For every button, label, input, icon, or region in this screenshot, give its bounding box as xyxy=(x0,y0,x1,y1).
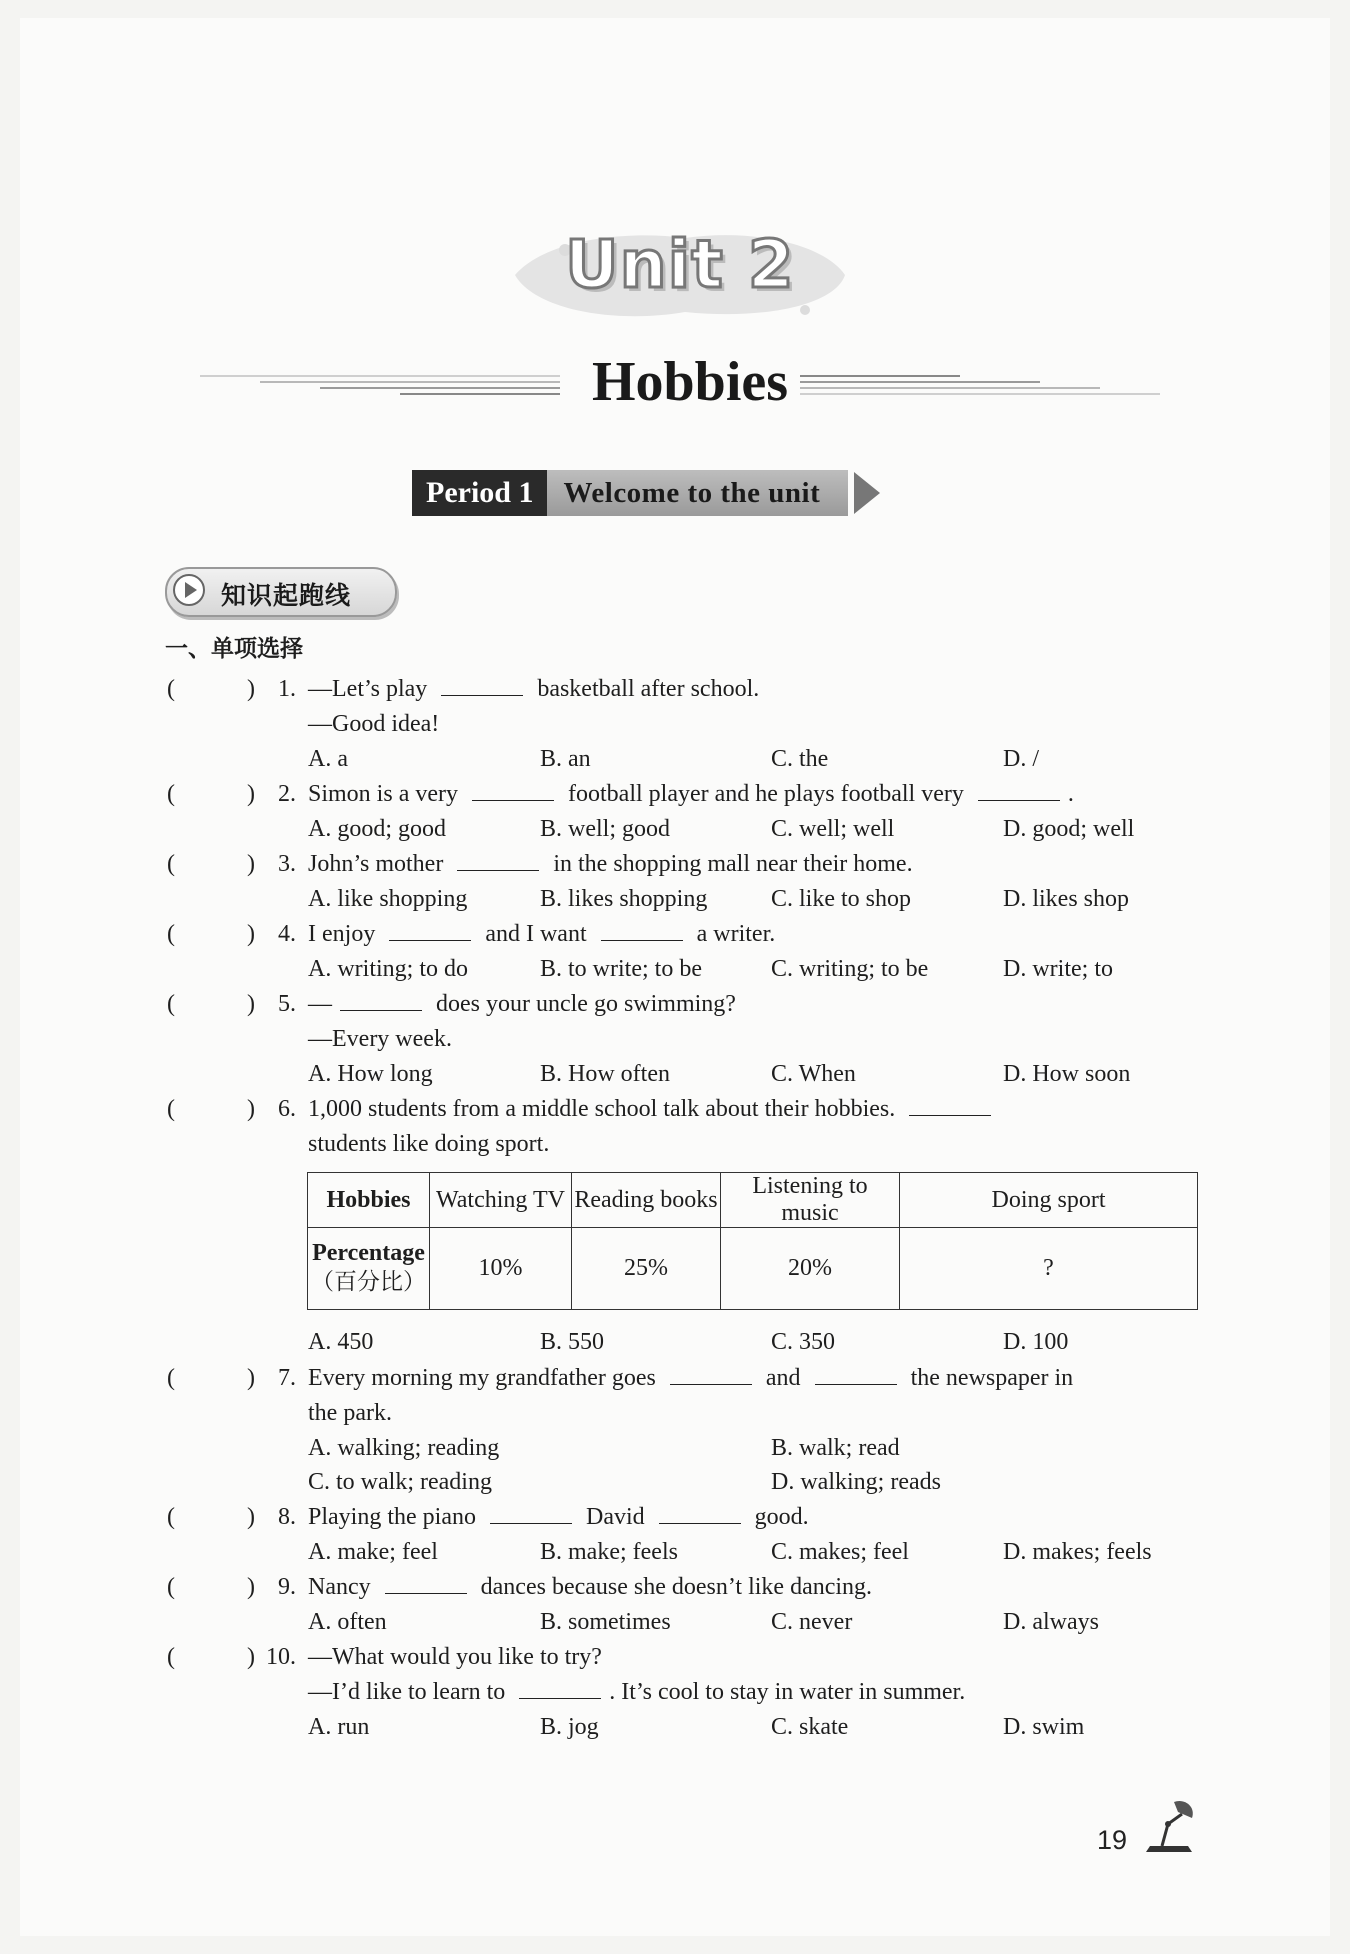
answer-blank[interactable] xyxy=(815,1362,897,1385)
question-number: 5. xyxy=(278,991,296,1017)
answer-option: D. makes; feels xyxy=(1003,1539,1152,1565)
bracket-close: ) xyxy=(247,991,255,1017)
question-text-segment: — xyxy=(308,991,332,1017)
question-text xyxy=(308,707,439,742)
bracket-close: ) xyxy=(247,921,255,947)
bracket-close: ) xyxy=(247,676,255,702)
title-decor-left xyxy=(200,372,560,398)
percentage-sublabel: （百分比） xyxy=(311,1269,426,1294)
table-header-cell: Listening to music xyxy=(721,1173,900,1228)
question-number: 7. xyxy=(278,1365,296,1391)
answer-option: C. like to shop xyxy=(771,886,912,912)
unit-logo-text: Unit 2 xyxy=(565,226,795,303)
question-text-segment: . xyxy=(1067,781,1074,807)
answer-option: D. good; well xyxy=(1003,816,1135,842)
answer-option: B. How often xyxy=(540,1061,670,1087)
question-text-segment: John’s mother xyxy=(308,851,450,877)
answer-option: A. run xyxy=(308,1714,370,1740)
answer-option: C. to walk; reading xyxy=(308,1469,492,1495)
bracket-open: ( xyxy=(167,676,175,702)
answer-option: C. the xyxy=(771,746,829,772)
question-text-segment: and xyxy=(759,1365,807,1391)
section-title: 一、单项选择 xyxy=(165,636,303,662)
question-row xyxy=(0,1570,1350,1605)
bracket-close: ) xyxy=(247,781,255,807)
bracket-open: ( xyxy=(167,921,175,947)
answer-bracket[interactable] xyxy=(167,1570,255,1605)
page-number: 19 xyxy=(1097,1825,1128,1855)
question-number: 10. xyxy=(266,1644,296,1670)
question-text-segment: does your uncle go swimming? xyxy=(430,991,736,1017)
arrow-right-icon xyxy=(854,472,880,514)
answer-blank[interactable] xyxy=(670,1362,752,1385)
title-decor-right xyxy=(800,372,1160,398)
answer-option: B. make; feels xyxy=(540,1539,678,1565)
unit-title: Hobbies xyxy=(591,351,789,413)
question-text-segment: Playing the piano xyxy=(308,1504,482,1530)
answer-option: B. an xyxy=(540,746,591,772)
answer-bracket[interactable] xyxy=(167,1092,255,1127)
answer-option: B. to write; to be xyxy=(540,956,702,982)
answer-blank[interactable] xyxy=(340,988,422,1011)
question-text-segment: I enjoy xyxy=(308,921,382,947)
answer-option: A. make; feel xyxy=(308,1539,438,1565)
play-icon xyxy=(173,574,205,606)
answer-option: D. / xyxy=(1003,746,1039,772)
answer-option: A. 450 xyxy=(308,1329,374,1355)
answer-option: D. swim xyxy=(1003,1714,1085,1740)
question-text xyxy=(308,672,759,707)
answer-option: B. sometimes xyxy=(540,1609,671,1635)
table-header-cell: Doing sport xyxy=(900,1173,1198,1228)
question-text xyxy=(308,1022,452,1057)
table-row-label xyxy=(308,1228,430,1310)
answer-blank[interactable] xyxy=(519,1676,601,1699)
question-text xyxy=(308,847,913,882)
answer-bracket[interactable] xyxy=(167,847,255,882)
question-text xyxy=(308,1092,999,1127)
question-text-segment: David xyxy=(579,1504,651,1530)
question-text-segment: —Good idea! xyxy=(308,711,440,737)
table-cell: ? xyxy=(900,1228,1198,1310)
bracket-close: ) xyxy=(247,1096,255,1122)
bracket-close: ) xyxy=(247,851,255,877)
hobbies-table xyxy=(307,1172,1198,1310)
question-text-segment: —Let’s play xyxy=(308,676,434,702)
answer-blank[interactable] xyxy=(909,1093,991,1116)
question-text xyxy=(308,1640,602,1675)
answer-option: D. walking; reads xyxy=(771,1469,941,1495)
question-number: 6. xyxy=(278,1096,296,1122)
question-text-segment: basketball after school. xyxy=(531,676,760,702)
answer-blank[interactable] xyxy=(978,778,1060,801)
question-number: 8. xyxy=(278,1504,296,1530)
answer-option: A. good; good xyxy=(308,816,446,842)
answer-option: B. likes shopping xyxy=(540,886,708,912)
answer-option: C. well; well xyxy=(771,816,895,842)
question-continuation-row xyxy=(0,1675,1350,1710)
answer-bracket[interactable] xyxy=(167,672,255,707)
question-text xyxy=(308,1570,872,1605)
answer-option: C. 350 xyxy=(771,1329,836,1355)
table-cell: 25% xyxy=(572,1228,721,1310)
question-text-segment: 1,000 students from a middle school talk about their hobbies. xyxy=(308,1096,902,1122)
answer-option: C. makes; feel xyxy=(771,1539,909,1565)
answer-bracket[interactable] xyxy=(167,777,255,812)
bracket-close: ) xyxy=(247,1365,255,1391)
answer-option: C. never xyxy=(771,1609,853,1635)
answer-option: A. walking; reading xyxy=(308,1435,500,1461)
question-text-segment: dances because she doesn’t like dancing. xyxy=(474,1574,873,1600)
bracket-open: ( xyxy=(167,1574,175,1600)
question-continuation-row xyxy=(0,1127,1350,1162)
answer-option: D. write; to xyxy=(1003,956,1113,982)
question-continuation-row xyxy=(0,1022,1350,1057)
bracket-open: ( xyxy=(167,1365,175,1391)
question-text-segment: —I’d like to learn to xyxy=(308,1679,512,1705)
question-text-segment: the park. xyxy=(308,1400,392,1426)
question-text-segment: a writer. xyxy=(690,921,776,947)
answer-blank[interactable] xyxy=(601,918,683,941)
question-row xyxy=(0,987,1350,1022)
table-header-cell: Reading books xyxy=(572,1173,721,1228)
answer-option: B. well; good xyxy=(540,816,670,842)
answer-option: A. like shopping xyxy=(308,886,468,912)
answer-option: D. 100 xyxy=(1003,1329,1069,1355)
bracket-open: ( xyxy=(167,991,175,1017)
table-header-cell: Watching TV xyxy=(430,1173,572,1228)
question-row xyxy=(0,777,1350,812)
question-number: 4. xyxy=(278,921,296,947)
bracket-open: ( xyxy=(167,781,175,807)
section-pill-label: 知识起跑线 xyxy=(221,581,352,610)
answer-bracket[interactable] xyxy=(167,1640,255,1675)
question-text xyxy=(308,1675,965,1710)
question-text xyxy=(308,1127,549,1162)
question-text-segment: good. xyxy=(748,1504,809,1530)
question-text xyxy=(308,987,736,1022)
question-text xyxy=(308,1500,809,1535)
question-text-segment: students like doing sport. xyxy=(308,1131,550,1157)
unit-logo xyxy=(505,220,855,330)
table-header-hobbies: Hobbies xyxy=(308,1173,430,1228)
answer-bracket[interactable] xyxy=(167,987,255,1022)
answer-blank[interactable] xyxy=(441,673,523,696)
question-row xyxy=(0,1500,1350,1535)
answer-option: A. often xyxy=(308,1609,387,1635)
table-cell: 10% xyxy=(430,1228,572,1310)
bracket-open: ( xyxy=(167,851,175,877)
answer-blank[interactable] xyxy=(457,848,539,871)
question-row xyxy=(0,1361,1350,1396)
question-row xyxy=(0,917,1350,952)
percentage-label: Percentage xyxy=(312,1240,425,1266)
question-text-segment: Nancy xyxy=(308,1574,377,1600)
answer-option: A. writing; to do xyxy=(308,956,468,982)
question-number: 9. xyxy=(278,1574,296,1600)
question-text-segment: —Every week. xyxy=(308,1026,452,1052)
answer-option: C. skate xyxy=(771,1714,849,1740)
bracket-close: ) xyxy=(247,1504,255,1530)
question-text-segment: Simon is a very xyxy=(308,781,464,807)
question-text-segment: . It’s cool to stay in water in summer. xyxy=(609,1679,966,1705)
answer-blank[interactable] xyxy=(490,1501,572,1524)
answer-blank[interactable] xyxy=(472,778,554,801)
question-text-segment: and I want xyxy=(479,921,593,947)
question-text-segment: in the shopping mall near their home. xyxy=(547,851,913,877)
answer-option: C. writing; to be xyxy=(771,956,929,982)
bracket-open: ( xyxy=(167,1096,175,1122)
answer-option: D. How soon xyxy=(1003,1061,1131,1087)
answer-option: D. always xyxy=(1003,1609,1099,1635)
answer-option: B. 550 xyxy=(540,1329,605,1355)
question-row xyxy=(0,672,1350,707)
answer-blank[interactable] xyxy=(385,1571,467,1594)
answer-option: C. When xyxy=(771,1061,856,1087)
question-text xyxy=(308,917,775,952)
table-cell: 20% xyxy=(721,1228,900,1310)
question-text-segment: —What would you like to try? xyxy=(308,1644,602,1670)
question-text-segment: football player and he plays football very xyxy=(562,781,970,807)
question-row xyxy=(0,1092,1350,1127)
question-continuation-row xyxy=(0,707,1350,742)
section-pill xyxy=(165,567,397,617)
answer-option: A. How long xyxy=(308,1061,433,1087)
question-text-segment: the newspaper in xyxy=(904,1365,1074,1391)
title-row xyxy=(200,350,1160,420)
question-text xyxy=(308,1396,392,1431)
bracket-open: ( xyxy=(167,1504,175,1530)
answer-option: D. likes shop xyxy=(1003,886,1129,912)
answer-blank[interactable] xyxy=(389,918,471,941)
period-number: Period 1 xyxy=(412,470,547,516)
question-row xyxy=(0,1640,1350,1675)
question-number: 1. xyxy=(278,676,296,702)
answer-bracket[interactable] xyxy=(167,1500,255,1535)
question-number: 2. xyxy=(278,781,296,807)
answer-option: B. jog xyxy=(540,1714,599,1740)
question-row xyxy=(0,847,1350,882)
question-number: 3. xyxy=(278,851,296,877)
question-text xyxy=(308,777,1074,812)
question-text-segment: Every morning my grandfather goes xyxy=(308,1365,662,1391)
answer-blank[interactable] xyxy=(659,1501,741,1524)
bracket-close: ) xyxy=(247,1574,255,1600)
period-name: Welcome to the unit xyxy=(547,470,848,516)
bracket-open: ( xyxy=(167,1644,175,1670)
answer-bracket[interactable] xyxy=(167,917,255,952)
answer-bracket[interactable] xyxy=(167,1361,255,1396)
answer-option: B. walk; read xyxy=(771,1435,900,1461)
question-continuation-row xyxy=(0,1396,1350,1431)
desk-lamp-icon xyxy=(1138,1796,1200,1858)
period-banner xyxy=(412,470,880,516)
question-text xyxy=(308,1361,1073,1396)
answer-option: A. a xyxy=(308,746,348,772)
bracket-close: ) xyxy=(247,1644,255,1670)
